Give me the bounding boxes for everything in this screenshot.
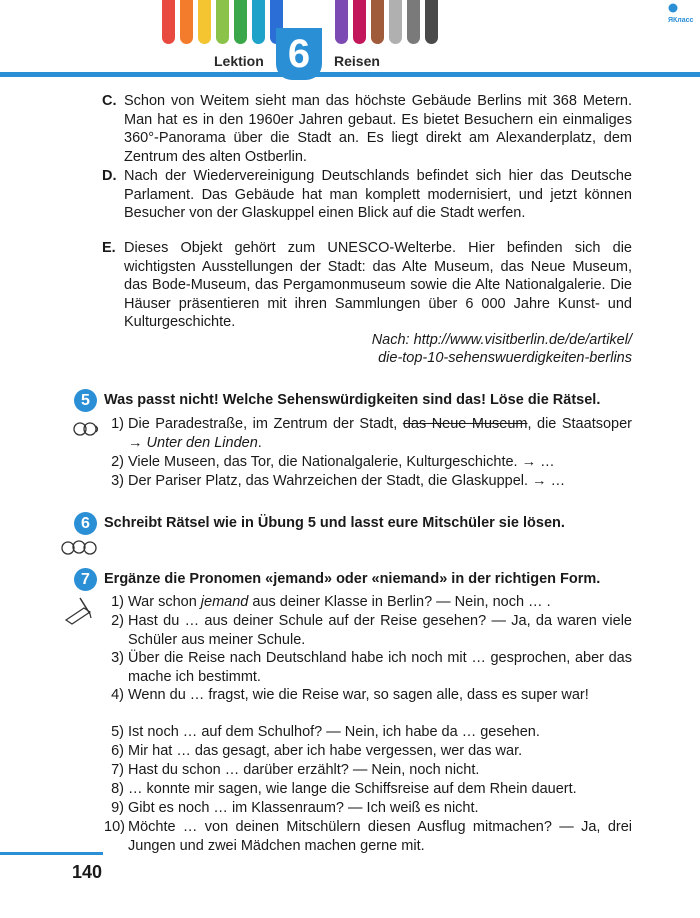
item-text: Schon von Weitem sieht man das höchste Gebäude Berlins mit 368 Metern. Man hat es in den 1960er Jahren gebaut. Es bietet Besuchern ein einmaliges 360°-Panorama über die Stadt an. Es liegt direkt am Alexanderplatz, dem Zentrum des alten Ostberlin. [124,93,632,165]
item-text-part: War schon [128,594,201,610]
exercise-6-number: 6 [74,512,97,535]
item-letter: E. [102,240,116,256]
logo-icon [668,3,678,13]
logo-text: ЯКласс [668,17,694,24]
lesson-number-badge: 6 [276,28,322,80]
exercise-5-number: 5 [74,389,97,412]
item-number: 8) [111,781,124,797]
exercise-7-item-6 [104,742,632,761]
color-tab [407,0,420,44]
item-number: 9) [111,800,124,816]
exercise-5-title: Was passt nicht! Welche Sehenswürdigkeiten sind das! Löse die Rätsel. [104,392,601,408]
reading-item-c [102,92,632,166]
exercise-7-number: 7 [74,568,97,591]
item-text: … konnte mir sagen, wie lange die Schiffsreise auf dem Rhein dauert. [128,781,577,797]
crossed-out-phrase: das Neue Museum [402,416,528,432]
writing-pen-icon [62,594,96,626]
exercise-7-item-9 [104,799,632,818]
item-number: 10) [104,819,125,835]
item-number: 2) [111,613,124,629]
item-number: 6) [111,743,124,759]
item-letter: D. [102,168,117,184]
color-tab [234,0,247,44]
color-tab [425,0,438,44]
color-tab [198,0,211,44]
speaking-pair-icon [72,418,100,440]
item-text-part: Die Paradestraße, im Zentrum der Stadt, [128,416,403,432]
color-tab [335,0,348,44]
exercise-7-title: Ergänze die Pronomen «jemand» oder «niemand» in der richtigen Form. [104,571,601,587]
item-text: Viele Museen, das Tor, die Nationalgalerie, Kulturgeschichte. → … [128,454,555,470]
item-text-part: aus deiner Klasse in Berlin? — Nein, noch … . [248,594,551,610]
item-number: 7) [111,762,124,778]
reading-item-e [102,239,632,332]
item-text: Nach der Wiedervereinigung Deutschlands befindet sich hier das Deutsche Parlament. Das Gebäude hat man komplett modernisiert, und jetzt können Besucher von der Glaskuppel einen Blick auf die Stadt werfen. [124,168,632,221]
color-tab [162,0,175,44]
exercise-7-item-2 [104,612,632,649]
item-number: 3) [111,650,124,666]
item-text-part: . [257,434,262,451]
item-text: Dieses Objekt gehört zum UNESCO-Welterbe. Hier befinden sich die wichtigsten Ausstellungen der Stadt: das Alte Museum, das Neue Museum, das Bode-Museum, das Pergamonmuseum sowie die Alte Nationalgalerie. Die Häuser präsentieren mit ihren Sammlungen über 6 000 Jahre Kunst- und Kulturgeschichte. [124,240,632,330]
item-text: Ist noch … auf dem Schulhof? — Nein, ich habe da … gesehen. [128,724,540,740]
color-tab [371,0,384,44]
color-tab [353,0,366,44]
item-letter: C. [102,93,117,109]
lesson-label: Lektion [214,53,264,69]
page-number: 140 [72,862,103,882]
item-text: Wenn du … fragst, wie die Reise war, so sagen alle, dass es super war! [128,687,589,703]
exercise-5-item-3 [104,472,632,491]
item-text-part: , die Staatsoper → [128,416,632,451]
source-line-1: Nach: http://www.visitberlin.de/de/artikel/ [371,332,632,348]
item-number: 3) [111,473,124,489]
exercise-5-item-1 [104,415,632,452]
item-text: Möchte … von deinen Mitschülern diesen Ausflug mitmachen? — Ja, drei Jungen und zwei Mädchen machen gerne mit. [128,819,632,854]
footer-rule [0,852,103,855]
exercise-7-item-7 [104,761,632,780]
item-number: 4) [111,687,124,703]
source-line-2: die-top-10-sehenswuerdigkeiten-berlins [378,350,632,366]
exercise-7-item-5 [104,723,632,742]
exercise-7-item-4 [104,686,632,705]
exercise-7-item-8 [104,780,632,799]
exercise-7-item-3 [104,649,632,686]
item-number: 1) [111,416,124,432]
item-text: Mir hat … das gesagt, aber ich habe vergessen, wer das war. [128,743,523,759]
color-tab [389,0,402,44]
item-text [104,415,632,452]
color-tabs [0,0,700,48]
item-text: Über die Reise nach Deutschland habe ich noch mit … gesprochen, aber das mache ich bestimmt. [128,650,632,685]
header-rule [0,72,700,77]
item-text [104,593,632,612]
item-text: Der Pariser Platz, das Wahrzeichen der Stadt, die Glaskuppel. → … [128,473,566,489]
exercise-5-item-2 [104,453,632,472]
item-text: Hast du … aus deiner Schule auf der Reise gesehen? — Ja, da waren viele Schüler aus meiner Schule. [128,613,632,648]
example-pronoun: jemand [200,594,249,610]
color-tab [180,0,193,44]
topic-title: Reisen [334,53,380,69]
exercise-6-title: Schreibt Rätsel wie in Übung 5 und lasst eure Mitschüler sie lösen. [104,515,565,531]
exercise-7-item-10 [104,818,632,855]
item-number: 5) [111,724,124,740]
color-tab [252,0,265,44]
color-tab [216,0,229,44]
item-text: Gibt es noch … im Klassenraum? — Ich weiß es nicht. [128,800,479,816]
group-work-icon [60,538,100,556]
exercise-7-item-1 [104,593,632,612]
reading-item-d [102,167,632,223]
item-number: 1) [111,594,124,610]
item-number: 2) [111,454,124,470]
item-text: Hast du schon … darüber erzählt? — Nein, noch nicht. [128,762,480,778]
answer-example: Unter den Linden [146,434,258,451]
publisher-logo [668,3,694,24]
